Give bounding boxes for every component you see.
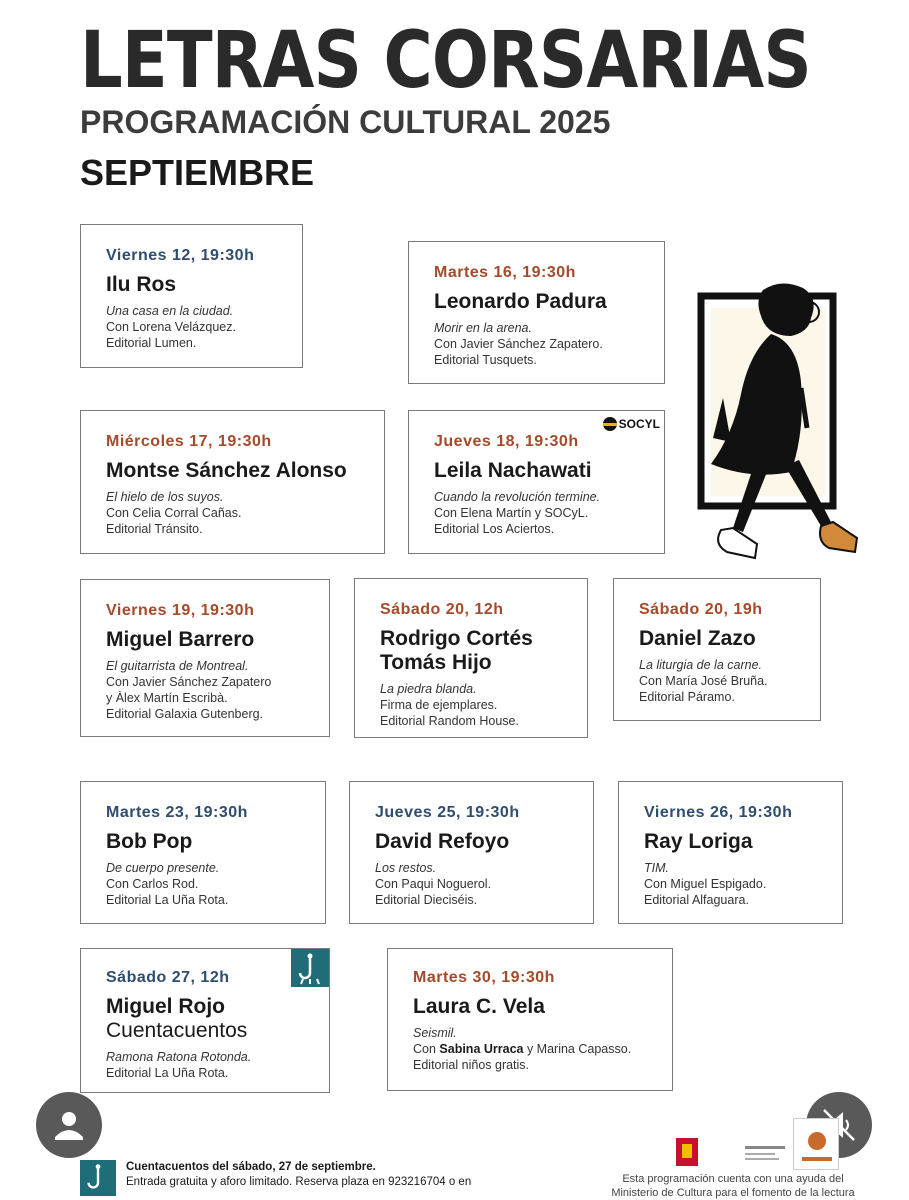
event-book: Una casa en la ciudad. [106, 304, 234, 318]
event-book: Seismil. [413, 1026, 457, 1040]
event-line: Editorial Tránsito. [106, 522, 203, 536]
hook-icon [291, 949, 329, 987]
event-card [80, 781, 326, 924]
event-author: David Refoyo [375, 830, 510, 853]
coat-of-arms-icon [676, 1138, 698, 1166]
event-card [80, 579, 330, 737]
event-card [354, 578, 588, 738]
socyl-logo-text: SOCYL [618, 417, 660, 431]
event-date: Martes 30, 19:30h [413, 969, 555, 986]
event-book: Ramona Ratona Rotonda. [106, 1050, 252, 1064]
month-heading: SEPTIEMBRE [80, 152, 315, 193]
event-line: Con Javier Sánchez Zapatero [106, 675, 272, 689]
event-line-bold: Sabina Urraca [439, 1042, 524, 1056]
footer-note [126, 1160, 471, 1190]
footer-note-title: Cuentacuentos del sábado, 27 de septiembre. [126, 1161, 376, 1173]
event-line: Con Elena Martín y SOCyL. [434, 506, 589, 520]
socyl-circle-icon [603, 417, 617, 431]
event-card [349, 781, 594, 924]
footer-credit [583, 1172, 883, 1200]
event-author: Leonardo Padura [434, 290, 607, 313]
event-author: Bob Pop [106, 830, 193, 853]
footer-credit-line: Esta programación cuenta con una ayuda del [622, 1173, 844, 1185]
event-date: Sábado 27, 12h [106, 969, 230, 986]
walking-figure-illustration [693, 278, 863, 590]
cuentacuentos-badge [291, 949, 329, 987]
event-line: Editorial Lumen. [106, 336, 197, 350]
event-author: Laura C. Vela [413, 995, 545, 1018]
event-book: La liturgia de la carne. [639, 658, 762, 672]
event-book: Los restos. [375, 861, 437, 875]
event-book: La piedra blanda. [380, 682, 477, 696]
event-date: Jueves 25, 19:30h [375, 804, 520, 821]
event-line: Editorial Galaxia Gutenberg. [106, 707, 264, 721]
event-author: Rodrigo Cortés [380, 627, 533, 650]
event-author: Montse Sánchez Alonso [106, 459, 347, 482]
event-author: Daniel Zazo [639, 627, 756, 650]
event-author: Ilu Ros [106, 273, 177, 296]
event-date: Viernes 26, 19:30h [644, 804, 793, 821]
event-card [408, 410, 665, 554]
lectura-logo [745, 1140, 785, 1168]
event-date: Jueves 18, 19:30h [434, 433, 579, 450]
event-author: Leila Nachawati [434, 459, 592, 482]
event-book: El hielo de los suyos. [106, 490, 224, 504]
event-book: Morir en la arena. [434, 321, 532, 335]
event-line: Con Javier Sánchez Zapatero. [434, 337, 603, 351]
footer-note-line: Entrada gratuita y aforo limitado. Reserva plaza en 923216704 o en [126, 1176, 472, 1188]
socyl-logo [603, 417, 660, 431]
event-card [618, 781, 843, 924]
event-date: Viernes 19, 19:30h [106, 602, 255, 619]
event-line: Con Lorena Velázquez. [106, 320, 236, 334]
event-date: Miércoles 17, 19:30h [106, 433, 272, 450]
cuentacuentos-footer-badge [80, 1160, 116, 1196]
event-line: Con María José Bruña. [639, 674, 768, 688]
partner-logo-icon [794, 1119, 840, 1171]
event-book: De cuerpo presente. [106, 861, 220, 875]
event-line: Editorial La Uña Rota. [106, 893, 229, 907]
event-card [387, 948, 673, 1091]
event-card [80, 410, 385, 554]
event-line: Con Celia Corral Cañas. [106, 506, 242, 520]
page-title: LETRAS CORSARIAS [80, 16, 811, 106]
event-line: Firma de ejemplares. [380, 698, 498, 712]
profile-button[interactable] [36, 1092, 102, 1158]
event-book: TIM. [644, 861, 669, 875]
event-line-post: y Marina Capasso. [523, 1042, 632, 1056]
partner-logo [793, 1118, 839, 1170]
event-author: Miguel Barrero [106, 628, 255, 651]
event-date: Sábado 20, 19h [639, 601, 763, 618]
event-author: Miguel Rojo [106, 995, 225, 1018]
event-card [613, 578, 821, 721]
event-line: Editorial Alfaguara. [644, 893, 749, 907]
event-book: Cuando la revolución termine. [434, 490, 601, 504]
event-card [80, 948, 330, 1093]
event-line-pre: Con [413, 1042, 440, 1056]
event-card [80, 224, 303, 368]
event-line: Editorial Páramo. [639, 690, 735, 704]
event-date: Sábado 20, 12h [380, 601, 504, 618]
event-author-subtitle: Cuentacuentos [106, 1019, 248, 1042]
footer-credit-line: Ministerio de Cultura para el fomento de la lectura [611, 1187, 855, 1199]
hook-icon [80, 1160, 116, 1196]
event-line: Con Carlos Rod. [106, 877, 199, 891]
event-line: Con Paqui Noguerol. [375, 877, 492, 891]
person-icon [36, 1092, 102, 1158]
event-book: El guitarrista de Montreal. [106, 659, 249, 673]
event-line [413, 1041, 672, 1057]
page-subtitle: PROGRAMACIÓN CULTURAL 2025 [80, 104, 611, 140]
event-line: Editorial La Uña Rota. [106, 1066, 229, 1080]
event-card [408, 241, 665, 384]
event-author-second: Tomás Hijo [380, 651, 492, 674]
event-line: Editorial Tusquets. [434, 353, 537, 367]
event-line: Editorial Dieciséis. [375, 893, 478, 907]
event-line: Con Miguel Espigado. [644, 877, 767, 891]
event-date: Martes 16, 19:30h [434, 264, 576, 281]
event-date: Martes 23, 19:30h [106, 804, 248, 821]
event-line: Editorial niños gratis. [413, 1058, 530, 1072]
event-line: Editorial Random House. [380, 714, 519, 728]
event-line: y Àlex Martín Escribà. [106, 691, 228, 705]
event-date: Viernes 12, 19:30h [106, 247, 255, 264]
event-author: Ray Loriga [644, 830, 753, 853]
event-line: Editorial Los Aciertos. [434, 522, 555, 536]
